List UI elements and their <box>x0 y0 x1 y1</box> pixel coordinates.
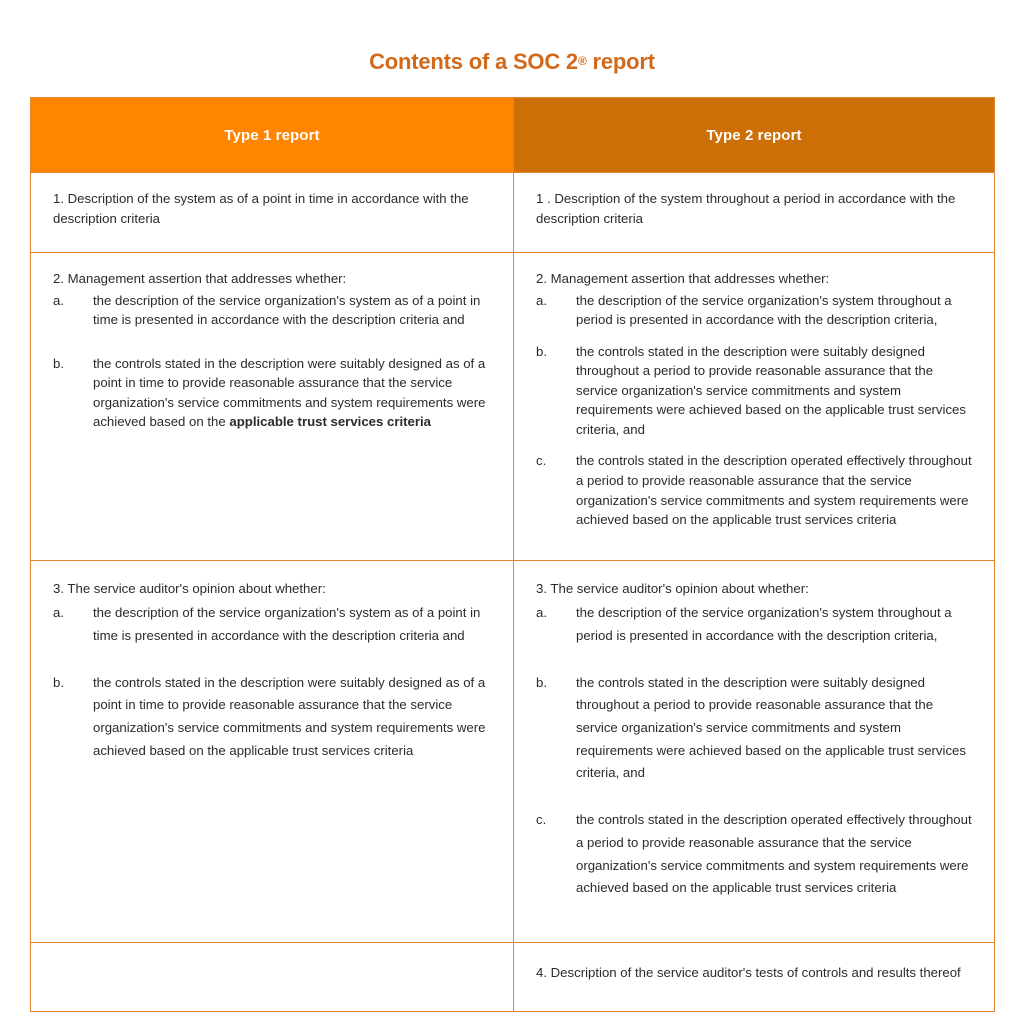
cell-type1-item-1 <box>31 173 514 253</box>
list-item-marker: c. <box>536 812 547 828</box>
column-header-type-2: Type 2 report <box>514 98 995 173</box>
page-title-text-before: Contents of a SOC 2 <box>369 48 578 74</box>
column-header-type-1: Type 1 report <box>31 98 514 173</box>
cell-type1-empty <box>31 943 514 1012</box>
list-item-marker: b. <box>536 343 547 359</box>
list-item-marker: a. <box>536 605 547 621</box>
list-item <box>53 354 491 432</box>
list-item-text: the controls stated in the description were suitably designed throughout a period to provide reasonable assurance that the service organization's service commitments and system requirements were achieved based on the applicable trust services criteria, and <box>576 343 966 437</box>
soc2-contents-table <box>30 97 995 1011</box>
cell-type2-item-4 <box>514 943 995 1012</box>
list-item <box>53 672 491 763</box>
cell-type1-item-3 <box>31 560 514 942</box>
soc2-contents-page <box>0 15 1024 1027</box>
list-item-text-emphasis: applicable trust services criteria <box>229 414 431 430</box>
list-item <box>536 342 972 440</box>
table-row <box>31 173 995 253</box>
sub-item-list <box>53 291 491 432</box>
table-wrapper <box>30 97 994 1011</box>
list-item <box>53 291 491 330</box>
sub-item-list <box>536 291 972 530</box>
list-item <box>536 809 972 900</box>
table-row <box>31 943 995 1012</box>
list-item <box>53 602 491 647</box>
cell-lead-text: 3. The service auditor's opinion about whether: <box>53 580 326 596</box>
table-header <box>31 98 995 173</box>
list-item-text: the description of the service organization's system as of a point in time is presented in accordance with the description criteria and <box>93 605 481 643</box>
registered-trademark-icon: ® <box>577 53 587 68</box>
cell-lead-text: 1. Description of the system as of a point in time in accordance with the description criteria <box>53 191 469 226</box>
list-item-text-plain: the controls stated in the description were suitably designed as of a point in time to provide reasonable assurance that the service organization's service commitments and system requirements were achieved based on the <box>93 355 486 430</box>
list-item-text <box>93 354 491 432</box>
list-item-text: the description of the service organization's system throughout a period is presented in accordance with the description criteria, <box>576 292 952 328</box>
list-item-marker: c. <box>536 453 547 469</box>
list-item-text: the description of the service organization's system as of a point in time is presented in accordance with the description criteria and <box>93 292 481 328</box>
list-item-text: the controls stated in the description operated effectively throughout a period to provide reasonable assurance that the service organization's service commitments and system requirements were achieved based on the applicable trust services criteria <box>576 453 972 528</box>
list-item-text: the controls stated in the description were suitably designed as of a point in time to provide reasonable assurance that the service organization's service commitments and system requirements were achieved based on the applicable trust services criteria <box>93 674 486 758</box>
table-header-row <box>31 98 995 173</box>
list-item-marker: b. <box>53 674 64 690</box>
list-item <box>536 672 972 786</box>
list-item-text: the controls stated in the description operated effectively throughout a period to provide reasonable assurance that the service organization's service commitments and system requirements were achieved based on the applicable trust services criteria <box>576 812 972 896</box>
list-item-marker: a. <box>536 292 547 308</box>
cell-lead-text: 2. Management assertion that addresses whether: <box>536 271 830 287</box>
cell-type2-item-3 <box>514 560 995 942</box>
cell-lead-text: 1 . Description of the system throughout a period in accordance with the description criteria <box>536 191 956 226</box>
cell-type2-item-1 <box>514 173 995 253</box>
table-row <box>31 560 995 942</box>
cell-lead-text: 3. The service auditor's opinion about whether: <box>536 580 809 596</box>
list-item-text: the controls stated in the description were suitably designed throughout a period to provide reasonable assurance that the service organization's service commitments and system requirements were achieved based on the applicable trust services criteria, and <box>576 674 966 781</box>
cell-type1-item-2 <box>31 253 514 560</box>
sub-item-list <box>53 602 491 762</box>
cell-type2-item-2 <box>514 253 995 560</box>
cell-lead-text: 4. Description of the service auditor's tests of controls and results thereof <box>536 965 961 980</box>
list-item-marker: a. <box>53 292 64 308</box>
list-item-marker: b. <box>53 355 64 371</box>
list-item-marker: b. <box>536 674 547 690</box>
list-item <box>536 602 972 647</box>
list-item-text: the description of the service organization's system throughout a period is presented in accordance with the description criteria, <box>576 605 952 643</box>
list-item <box>536 291 972 330</box>
page-title <box>0 15 1024 75</box>
sub-item-list <box>536 602 972 900</box>
table-body <box>31 173 995 1011</box>
table-row <box>31 253 995 560</box>
list-item <box>536 451 972 529</box>
cell-lead-text: 2. Management assertion that addresses whether: <box>53 271 347 287</box>
list-item-marker: a. <box>53 605 64 621</box>
page-title-text-after: report <box>586 48 655 74</box>
